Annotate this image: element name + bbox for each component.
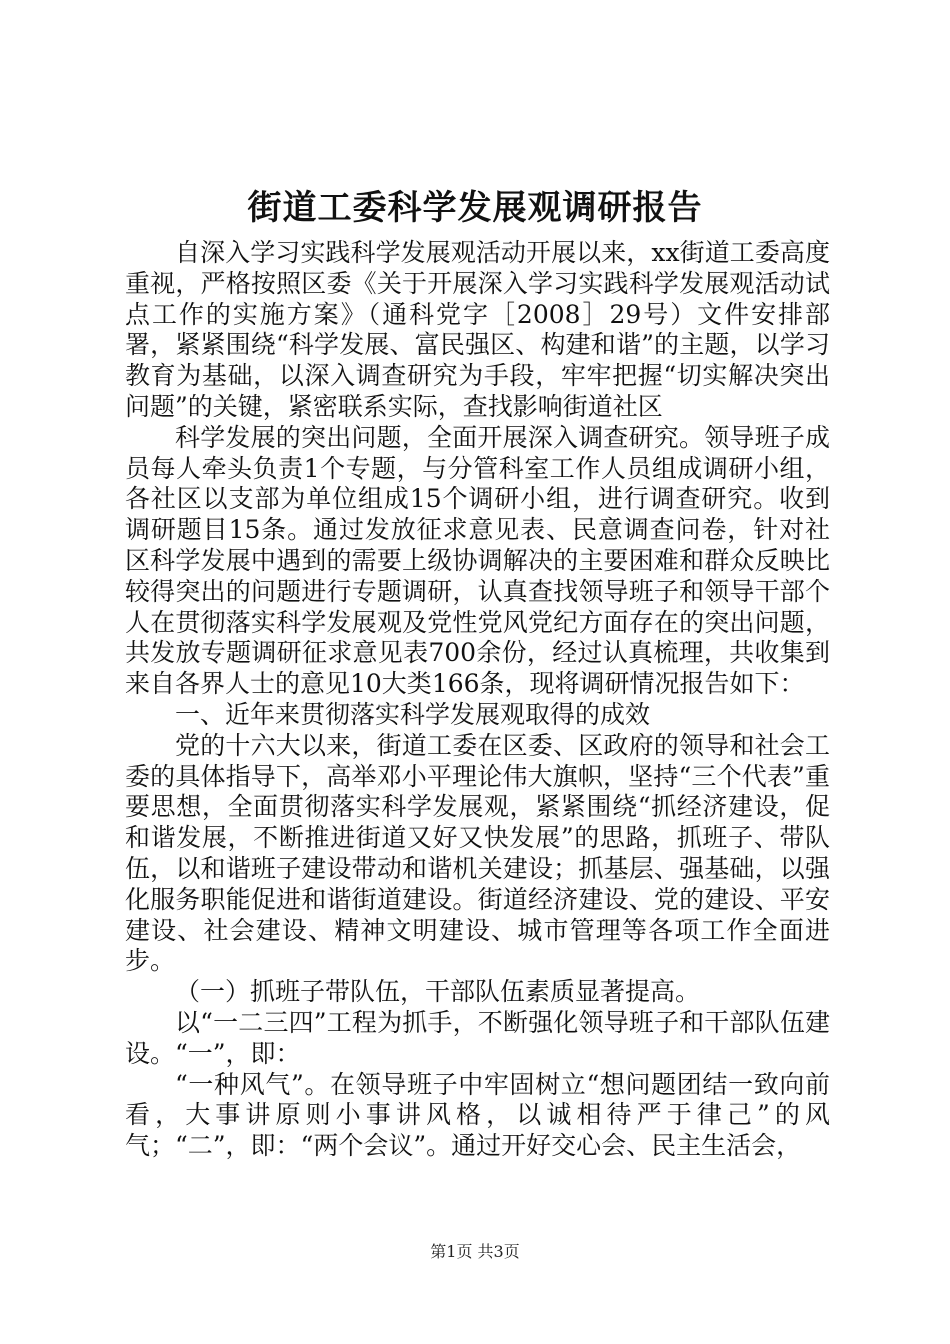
- paragraph: 以“一二三四”工程为抓手，不断强化领导班子和干部队伍建设。“一”，即：: [125, 1007, 830, 1068]
- section-heading: 一、近年来贯彻落实科学发展观取得的成效: [175, 699, 651, 729]
- document-title: 街道工委科学发展观调研报告: [247, 188, 703, 228]
- paragraph: “一种风气”。在领导班子中牢固树立“想问题团结一致向前看，大事讲原则小事讲风格，以诚相待严于律己”的风气；“二”，即：“两个会议”。通过开好交心会、民主生活会，: [125, 1069, 830, 1161]
- subsection-heading: （一）抓班子带队伍，干部队伍素质显著提高。: [175, 977, 701, 1007]
- paragraph: 自深入学习实践科学发展观活动开展以来，xx街道工委高度重视，严格按照区委《关于开展深入学习实践科学发展观活动试点工作的实施方案》（通科党字［2008］29号）文件安排部署，紧紧围绕“科学发展、富民强区、构建和谐”的主题，以学习教育为基础，以深入调查研究为手段，牢牢把握“切实解决突出问题”的关键，紧密联系实际，查找影响街道社区: [125, 238, 830, 421]
- paragraph: 科学发展的突出问题，全面开展深入调查研究。领导班子成员每人牵头负责1个专题，与分管科室工作人员组成调研小组，各社区以支部为单位组成15个调研小组，进行调查研究。收到调研题目15条。通过发放征求意见表、民意调查问卷，针对社区科学发展中遇到的需要上级协调解决的主要困难和群众反映比较得突出的问题进行专题调研，认真查找领导班子和领导干部个人在贯彻落实科学发展观及党性党风党纪方面存在的突出问题，共发放专题调研征求意见表700余份，经过认真梳理，共收集到来自各界人士的意见10大类166条，现将调研情况报告如下：: [125, 422, 830, 699]
- page-number-footer: 第1页 共3页: [430, 1242, 520, 1261]
- document-body: [125, 238, 830, 1162]
- paragraph: 党的十六大以来，街道工委在区委、区政府的领导和社会工委的具体指导下，高举邓小平理论伟大旗帜，坚持“三个代表”重要思想，全面贯彻落实科学发展观，紧紧围绕“抓经济建设，促和谐发展，不断推进街道又好又快发展”的思路，抓班子、带队伍，以和谐班子建设带动和谐机关建设；抓基层、强基础，以强化服务职能促进和谐街道建设。街道经济建设、党的建设、平安建设、社会建设、精神文明建设、城市管理等各项工作全面进步。: [125, 730, 830, 976]
